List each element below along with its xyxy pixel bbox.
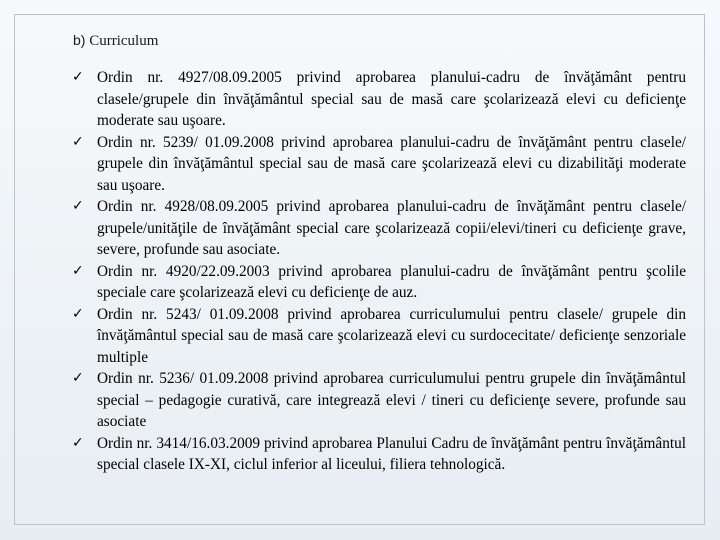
list-item	[70, 304, 686, 369]
list-item-text: Ordin nr. 4928/08.09.2005 privind aprobarea planului-cadru de învăţământ pentru clasele/ grupele/unităţile de învăţământ special care şcolarizează copii/elevi/tineri cu deficienţe grave, severe, profunde sau asociate.	[97, 198, 686, 258]
checkmark-icon: ✓	[72, 262, 84, 279]
list-item	[70, 196, 686, 261]
checkmark-icon: ✓	[72, 133, 84, 150]
list-item-text: Ordin nr. 5236/ 01.09.2008 privind aprobarea curriculumului pentru grupele din învăţământul special – pedagogie curativă, care integrează elevi / tineri cu deficienţe severe, profunde sau asociate	[97, 370, 686, 430]
checkmark-icon: ✓	[72, 69, 84, 85]
list-item	[70, 368, 686, 433]
section-title: Curriculum	[89, 33, 159, 49]
list-item	[70, 433, 686, 476]
checkmark-icon: ✓	[72, 370, 84, 386]
list-item-text: Ordin nr. 4920/22.09.2003 privind aprobarea planului-cadru de învăţământ pentru şcolile speciale care şcolarizează elevi cu deficienţe de auz.	[97, 262, 686, 301]
list-item-text: Ordin nr. 4927/08.09.2005 privind aprobarea planului-cadru de învăţământ pentru clasele/grupele din învăţământul special sau de masă care şcolarizează elevi cu deficienţe moderate sau uşoare.	[97, 69, 686, 129]
list-item-text: Ordin nr. 3414/16.03.2009 privind aprobarea Planului Cadru de învăţământ pentru învăţământul special clasele IX-XI, ciclul inferior al liceului, filiera tehnologică.	[97, 434, 686, 473]
list-item	[70, 132, 686, 197]
section-letter: b)	[73, 32, 86, 48]
checkmark-icon: ✓	[72, 434, 84, 451]
checkmark-icon: ✓	[72, 305, 84, 322]
list-item-text: Ordin nr. 5239/ 01.09.2008 privind aprobarea planului-cadru de învăţământ pentru clasele/ grupele din învăţământul special sau de masă care şcolarizează elevi cu dizabilităţi moderate sau uşoare.	[97, 133, 686, 194]
checkmark-icon: ✓	[72, 198, 84, 214]
section-heading	[73, 32, 158, 50]
order-list	[70, 67, 686, 476]
list-item-text: Ordin nr. 5243/ 01.09.2008 privind aprobarea curriculumului pentru clasele/ grupele din învăţământul special sau de masă care şcolarizează elevi cu surdocecitate/ deficienţe senzoriale multiple	[97, 305, 686, 366]
list-item	[70, 67, 686, 132]
list-item	[70, 261, 686, 304]
